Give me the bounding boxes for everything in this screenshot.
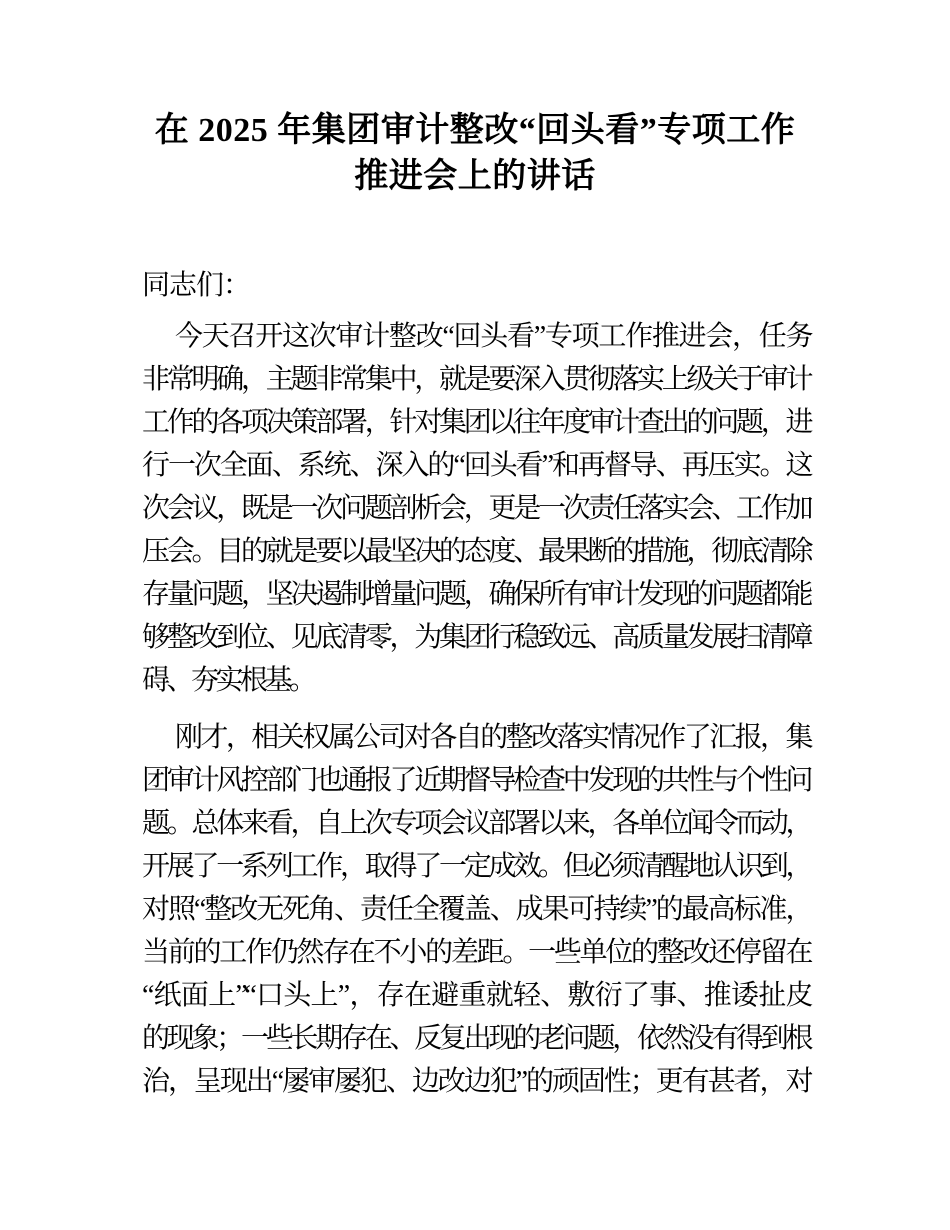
- salutation: 同志们：: [142, 270, 251, 301]
- body-line: 对照“整改无死角、责任全覆盖、成果可持续”的最高标准，: [142, 894, 810, 925]
- body-line: 题。总体来看，自上次专项会议部署以来，各单位闻令而动，: [142, 808, 810, 839]
- body-line: “纸面上”“口头上”，存在避重就轻、敷衍了事、推诿扯皮: [142, 980, 810, 1011]
- body-line: 存量问题，坚决遏制增量问题，确保所有审计发现的问题都能: [142, 579, 810, 610]
- title-line-2: 推进会上的讲话: [354, 158, 596, 195]
- body-line: 今天召开这次审计整改“回头看”专项工作推进会，任务: [175, 321, 810, 352]
- paragraph-1: [142, 315, 810, 702]
- paragraph-2: [142, 716, 810, 1103]
- body-line: 当前的工作仍然存在不小的差距。一些单位的整改还停留在: [142, 937, 810, 968]
- body-line: 行一次全面、系统、深入的“回头看”和再督导、再压实。这: [142, 450, 810, 481]
- body-line: 非常明确，主题非常集中，就是要深入贯彻落实上级关于审计: [142, 364, 810, 395]
- body-line: 团审计风控部门也通报了近期督导检查中发现的共性与个性问: [142, 765, 810, 796]
- body-line: 开展了一系列工作，取得了一定成效。但必须清醒地认识到，: [142, 851, 810, 882]
- body-line: 的现象；一些长期存在、反复出现的老问题，依然没有得到根: [142, 1023, 810, 1054]
- body-line: 治，呈现出“屡审屡犯、边改边犯”的顽固性；更有甚者，对: [142, 1066, 810, 1097]
- body-line: 次会议，既是一次问题剖析会，更是一次责任落实会、工作加: [142, 493, 810, 524]
- body-line: 够整改到位、见底清零，为集团行稳致远、高质量发展扫清障: [142, 622, 810, 653]
- document-body: [142, 264, 810, 1103]
- body-line: 碍、夯实根基。: [142, 665, 314, 696]
- body-line: 工作的各项决策部署，针对集团以往年度审计查出的问题，进: [142, 407, 810, 438]
- title-line-1: 在 2025 年集团审计整改“回头看”专项工作: [154, 112, 796, 149]
- body-line: 刚才，相关权属公司对各自的整改落实情况作了汇报，集: [175, 722, 810, 753]
- body-line: 压会。目的就是要以最坚决的态度、最果断的措施，彻底清除: [142, 536, 810, 567]
- document-title: [0, 0, 950, 200]
